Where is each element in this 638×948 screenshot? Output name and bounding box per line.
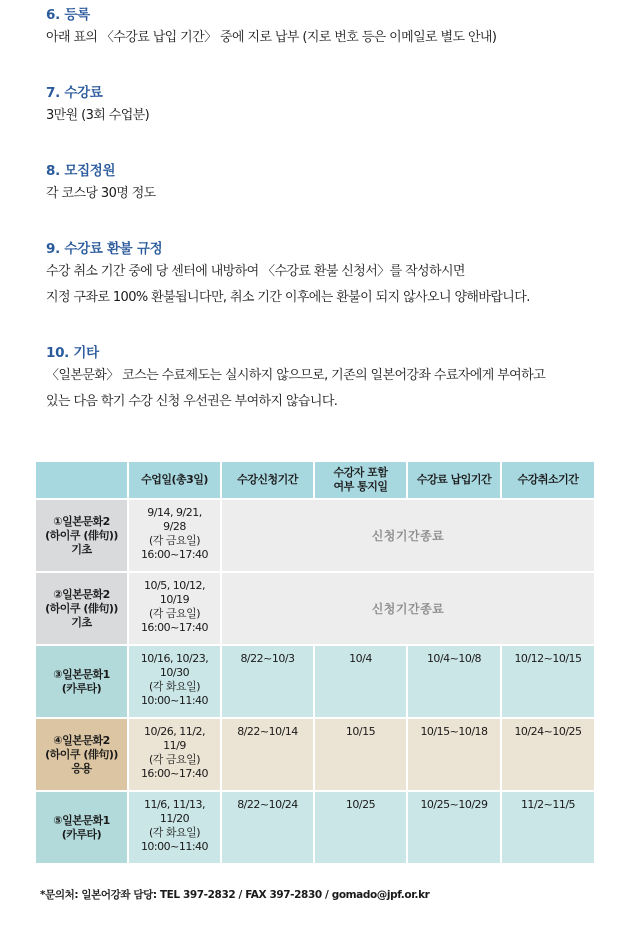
table-row xyxy=(35,718,595,791)
section-fee xyxy=(46,83,618,129)
payment-period: 10/4~10/8 xyxy=(407,645,501,718)
apply-period: 8/22~10/14 xyxy=(221,718,314,791)
header-cell: 수강취소기간 xyxy=(501,461,595,499)
section-text: 있는 다음 학기 수강 신청 우선권은 부여하지 않습니다. xyxy=(46,394,338,409)
header-cell xyxy=(35,461,128,499)
header-cell: 수업일(총3일) xyxy=(128,461,221,499)
class-dates: 10/16, 10/23, 10/30 (각 화요일) 10:00~11:40 xyxy=(128,645,221,718)
course-name: ②일본문화2 (하이쿠 (俳句)) 기초 xyxy=(35,572,128,645)
cancel-period: 10/12~10/15 xyxy=(501,645,595,718)
payment-period: 10/25~10/29 xyxy=(407,791,501,864)
status-closed: 신청기간종료 xyxy=(221,499,595,572)
apply-period: 8/22~10/3 xyxy=(221,645,314,718)
header-cell: 수강자 포함 여부 통지일 xyxy=(314,461,407,499)
section-text: 각 코스당 30명 정도 xyxy=(46,186,156,201)
table-row xyxy=(35,791,595,864)
notify-date: 10/15 xyxy=(314,718,407,791)
class-dates: 9/14, 9/21, 9/28 (각 금요일) 16:00~17:40 xyxy=(128,499,221,572)
schedule-table xyxy=(34,460,596,865)
table-row xyxy=(35,572,595,645)
section-other xyxy=(46,343,618,415)
section-title: 10. 기타 xyxy=(46,345,99,361)
section-registration xyxy=(46,5,618,51)
status-closed: 신청기간종료 xyxy=(221,572,595,645)
cancel-period: 10/24~10/25 xyxy=(501,718,595,791)
section-text: 지정 구좌로 100% 환불됩니다만, 취소 기간 이후에는 환불이 되지 않사오니 양해바랍니다. xyxy=(46,290,530,305)
section-title: 8. 모집정원 xyxy=(46,163,116,179)
section-title: 9. 수강료 환불 규정 xyxy=(46,241,163,257)
section-refund xyxy=(46,239,618,311)
class-dates: 10/26, 11/2, 11/9 (각 금요일) 16:00~17:40 xyxy=(128,718,221,791)
class-dates: 11/6, 11/13, 11/20 (각 화요일) 10:00~11:40 xyxy=(128,791,221,864)
section-text: 3만원 (3회 수업분) xyxy=(46,108,150,123)
table-row xyxy=(35,645,595,718)
section-title: 6. 등록 xyxy=(46,7,90,23)
section-title: 7. 수강료 xyxy=(46,85,103,101)
payment-period: 10/15~10/18 xyxy=(407,718,501,791)
course-name: ④일본문화2 (하이쿠 (俳句)) 응용 xyxy=(35,718,128,791)
course-name: ③일본문화1 (카루타) xyxy=(35,645,128,718)
apply-period: 8/22~10/24 xyxy=(221,791,314,864)
table-row xyxy=(35,499,595,572)
section-text: 수강 취소 기간 중에 당 센터에 내방하여 〈수강료 환불 신청서〉를 작성하시면 xyxy=(46,264,465,279)
class-dates: 10/5, 10/12, 10/19 (각 금요일) 16:00~17:40 xyxy=(128,572,221,645)
header-cell: 수강신청기간 xyxy=(221,461,314,499)
course-name: ①일본문화2 (하이쿠 (俳句)) 기초 xyxy=(35,499,128,572)
section-text: 〈일본문화〉 코스는 수료제도는 실시하지 않으므로, 기존의 일본어강좌 수료자에게 부여하고 xyxy=(46,368,546,383)
course-name: ⑤일본문화1 (카루타) xyxy=(35,791,128,864)
table-header-row xyxy=(35,461,595,499)
notify-date: 10/4 xyxy=(314,645,407,718)
contact-info: *문의처: 일본어강좌 담당: TEL 397-2832 / FAX 397-2830 / gomado@jpf.or.kr xyxy=(40,889,430,901)
cancel-period: 11/2~11/5 xyxy=(501,791,595,864)
header-cell: 수강료 납입기간 xyxy=(407,461,501,499)
section-text: 아래 표의 〈수강료 납입 기간〉 중에 지로 납부 (지로 번호 등은 이메일로 별도 안내) xyxy=(46,30,497,45)
notify-date: 10/25 xyxy=(314,791,407,864)
section-capacity xyxy=(46,161,618,207)
